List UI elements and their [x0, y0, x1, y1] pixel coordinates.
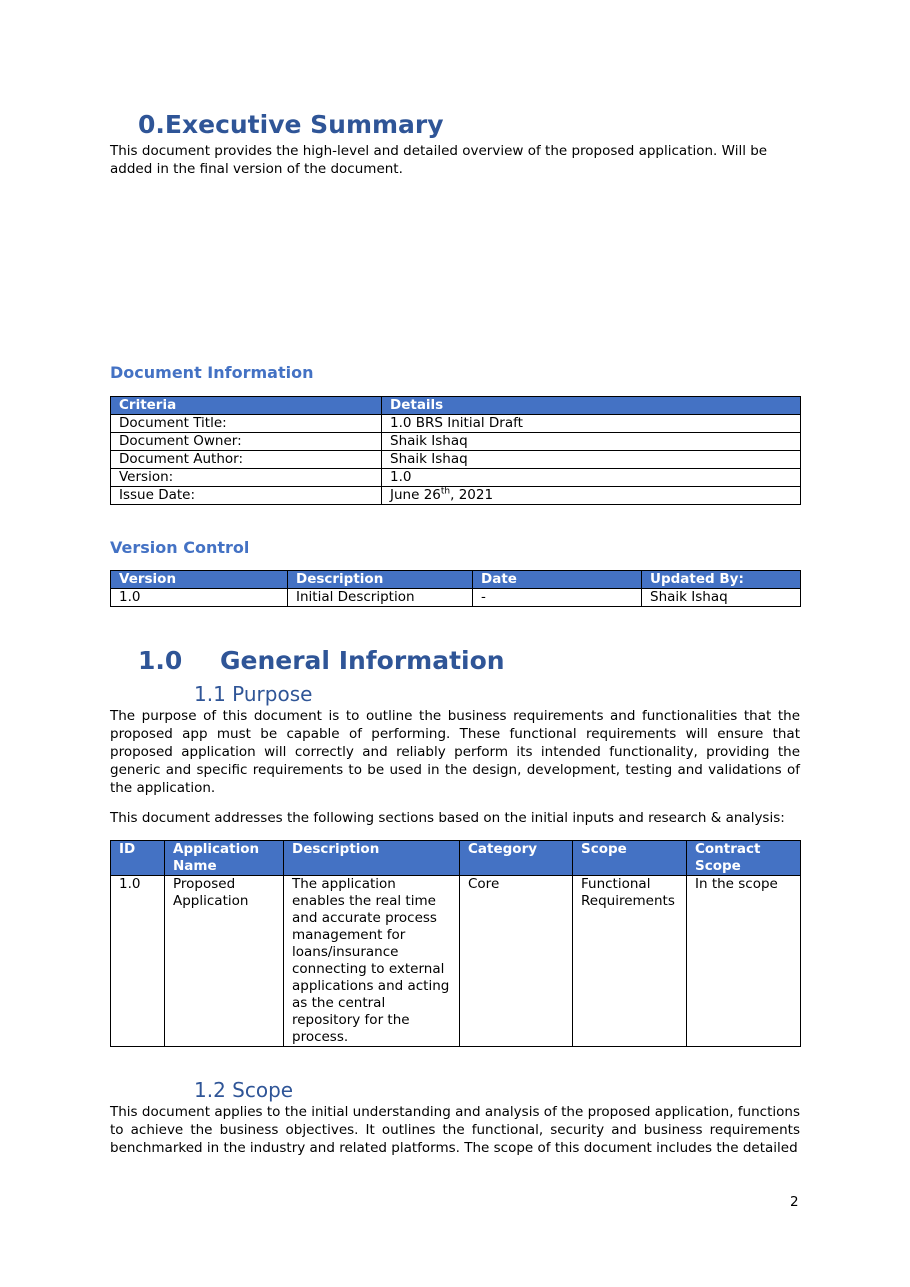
table-header-cell: Description	[284, 841, 460, 876]
page-number: 2	[790, 1194, 799, 1210]
table-header-row	[111, 571, 801, 589]
table-header-cell: Application Name	[165, 841, 284, 876]
document-information-heading: Document Information	[110, 363, 314, 382]
table-cell: 1.0 BRS Initial Draft	[382, 415, 801, 433]
purpose-sections-intro: This document addresses the following sections based on the initial inputs and research & analysis:	[110, 810, 785, 826]
executive-summary-number: 0.	[138, 110, 165, 139]
general-information-title: General Information	[220, 646, 505, 675]
table-row	[111, 487, 801, 505]
table-cell: Functional Requirements	[573, 876, 687, 1047]
scope-heading: 1.2 Scope	[194, 1078, 294, 1102]
executive-summary-body: This document provides the high-level and detailed overview of the proposed application. Will be added in the final version of the document.	[110, 143, 768, 177]
table-cell: Proposed Application	[165, 876, 284, 1047]
executive-summary-heading	[138, 110, 444, 139]
table-header-cell: Description	[288, 571, 473, 589]
general-information-heading	[138, 646, 505, 675]
table-cell: Shaik Ishaq	[382, 451, 801, 469]
table-cell: Core	[460, 876, 573, 1047]
issue-date-ordinal: th	[440, 486, 451, 497]
table-header-cell: Details	[382, 397, 801, 415]
table-cell: Initial Description	[288, 589, 473, 607]
table-cell: The application enables the real time and accurate process management for loans/insurance connecting to external applications and acting as the central repository for the process.	[284, 876, 460, 1047]
table-cell: 1.0	[111, 589, 288, 607]
purpose-body: The purpose of this document is to outline the business requirements and functionalities that the proposed app must be capable of performing. These functional requirements will ensure that proposed application will correctly and reliably perform its intended functionality, providing the generic and specific requirements to be used in the design, development, testing and validations of the application.	[110, 708, 800, 796]
table-row	[111, 415, 801, 433]
table-cell: In the scope	[687, 876, 801, 1047]
table-cell: Document Author:	[111, 451, 382, 469]
table-header-cell: Updated By:	[642, 571, 801, 589]
table-row	[111, 469, 801, 487]
table-cell: Shaik Ishaq	[642, 589, 801, 607]
executive-summary-title: Executive Summary	[164, 110, 444, 139]
table-header-cell: ID	[111, 841, 165, 876]
table-row	[111, 451, 801, 469]
table-cell: 1.0	[382, 469, 801, 487]
table-cell: Issue Date:	[111, 487, 382, 505]
table-cell: 1.0	[111, 876, 165, 1047]
issue-date-month-day: June 26	[390, 487, 441, 503]
purpose-heading: 1.1 Purpose	[194, 682, 313, 706]
table-header-row	[111, 397, 801, 415]
table-header-row	[111, 841, 801, 876]
table-header-cell: Date	[473, 571, 642, 589]
table-header-cell: Version	[111, 571, 288, 589]
table-cell: Document Owner:	[111, 433, 382, 451]
table-row	[111, 589, 801, 607]
table-cell: Document Title:	[111, 415, 382, 433]
table-cell: Version:	[111, 469, 382, 487]
table-cell: -	[473, 589, 642, 607]
table-header-cell: Scope	[573, 841, 687, 876]
table-row	[111, 433, 801, 451]
table-header-cell: Contract Scope	[687, 841, 801, 876]
version-control-heading: Version Control	[110, 538, 250, 557]
table-header-cell: Category	[460, 841, 573, 876]
issue-date-year: , 2021	[450, 487, 494, 503]
issue-date-cell	[382, 487, 801, 505]
version-control-table	[110, 570, 801, 607]
table-row	[111, 876, 801, 1047]
general-information-number: 1.0	[138, 646, 183, 675]
scope-body: This document applies to the initial understanding and analysis of the proposed application, functions to achieve the business objectives. It outlines the functional, security and business requirements benchmarked in the industry and related platforms. The scope of this document includes the detailed	[110, 1104, 800, 1156]
document-information-table	[110, 396, 801, 505]
table-header-cell: Criteria	[111, 397, 382, 415]
table-cell: Shaik Ishaq	[382, 433, 801, 451]
sections-table	[110, 840, 801, 1047]
